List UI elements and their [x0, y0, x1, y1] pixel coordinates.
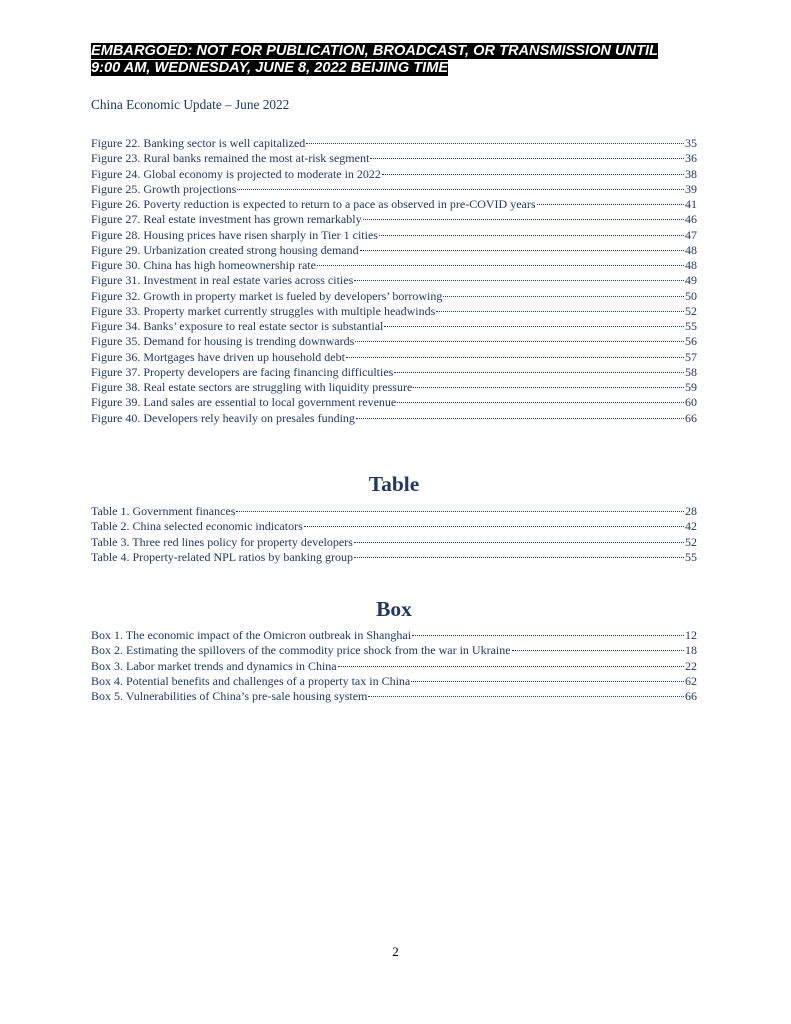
embargo-line-1: EMBARGOED: NOT FOR PUBLICATION, BROADCAST, OR TRANSMISSION UNTIL [91, 43, 658, 59]
dot-leader [368, 696, 684, 697]
toc-figure-entry-page: 48 [685, 242, 697, 257]
toc-box-entry-page: 62 [685, 673, 697, 688]
toc-figure-entry-title: Figure 37. Property developers are facing financing difficulties [91, 364, 394, 379]
toc-figure-entry-page: 46 [685, 212, 697, 227]
toc-figure-entry-page: 55 [685, 319, 697, 333]
list-of-boxes [91, 628, 697, 704]
toc-figure-entry[interactable] [91, 197, 697, 212]
toc-figure-entry-page: 49 [685, 273, 697, 288]
embargo-line-2: 9:00 AM, WEDNESDAY, JUNE 8, 2022 BEIJING TIME [91, 60, 449, 76]
toc-figure-entry-page: 57 [685, 349, 697, 364]
toc-table-entry[interactable] [91, 550, 697, 565]
dot-leader [382, 174, 684, 175]
toc-box-entry[interactable] [91, 628, 697, 643]
toc-figure-entry-title: Figure 31. Investment in real estate varies across cities [91, 273, 354, 288]
toc-table-entry[interactable] [91, 519, 697, 534]
dot-leader [537, 204, 684, 205]
toc-table-entry[interactable] [91, 535, 697, 550]
dot-leader [354, 280, 684, 281]
toc-table-entry-title: Table 3. Three red lines policy for property developers [91, 534, 353, 549]
toc-box-entry-page: 18 [685, 643, 697, 658]
toc-figure-entry-title: Figure 39. Land sales are essential to local government revenue [91, 395, 397, 410]
toc-box-entry[interactable] [91, 643, 697, 658]
toc-box-entry-title: Box 2. Estimating the spillovers of the commodity price shock from the war in Ukraine [91, 643, 511, 658]
toc-figure-entry-title: Figure 36. Mortgages have driven up household debt [91, 349, 345, 364]
toc-figure-entry[interactable] [91, 243, 697, 258]
list-of-figures [91, 136, 697, 426]
toc-figure-entry[interactable] [91, 319, 697, 334]
dot-leader [443, 296, 684, 297]
toc-box-entry-title: Box 3. Labor market trends and dynamics in China [91, 658, 337, 673]
toc-figure-entry[interactable] [91, 411, 697, 426]
dot-leader [354, 557, 684, 558]
dot-leader [370, 158, 684, 159]
list-of-tables [91, 504, 697, 565]
toc-figure-entry[interactable] [91, 151, 697, 166]
toc-figure-entry-title: Figure 27. Real estate investment has grown remarkably [91, 212, 362, 227]
toc-table-entry[interactable] [91, 504, 697, 519]
toc-figure-entry-page: 50 [685, 288, 697, 303]
toc-figure-entry-title: Figure 22. Banking sector is well capitalized [91, 136, 306, 150]
toc-figure-entry-page: 36 [685, 151, 697, 166]
toc-figure-entry[interactable] [91, 365, 697, 380]
toc-box-entry[interactable] [91, 689, 697, 704]
toc-figure-entry-page: 35 [685, 136, 697, 150]
toc-figure-entry-title: Figure 35. Demand for housing is trending downwards [91, 334, 355, 349]
toc-figure-entry-page: 52 [685, 303, 697, 318]
toc-figure-entry-title: Figure 32. Growth in property market is fueled by developers’ borrowing [91, 288, 443, 303]
toc-figure-entry[interactable] [91, 334, 697, 349]
toc-figure-entry-title: Figure 24. Global economy is projected to moderate in 2022 [91, 166, 381, 181]
embargo-notice [91, 43, 711, 77]
toc-table-entry-page: 42 [685, 519, 697, 534]
dot-leader [397, 402, 684, 403]
toc-figure-entry-page: 66 [685, 410, 697, 425]
toc-box-entry-page: 66 [685, 689, 697, 703]
toc-figure-entry[interactable] [91, 380, 697, 395]
running-header-title: China Economic Update – June 2022 [91, 97, 290, 112]
toc-figure-entry[interactable] [91, 258, 697, 273]
toc-figure-entry-title: Figure 40. Developers rely heavily on presales funding [91, 410, 355, 425]
toc-figure-entry-title: Figure 26. Poverty reduction is expected to return to a pace as observed in pre-COVID years [91, 197, 536, 211]
toc-box-entry-title: Box 1. The economic impact of the Omicron outbreak in Shanghai [91, 628, 412, 642]
dot-leader [356, 418, 684, 419]
dot-leader [384, 326, 684, 327]
toc-box-entry[interactable] [91, 674, 697, 689]
toc-figure-entry-page: 47 [685, 227, 697, 242]
toc-figure-entry[interactable] [91, 167, 697, 182]
dot-leader [379, 235, 684, 236]
toc-table-entry-title: Table 2. China selected economic indicators [91, 519, 303, 534]
toc-figure-entry-title: Figure 34. Banks’ exposure to real estate sector is substantial [91, 319, 384, 333]
toc-figure-entry-page: 48 [685, 258, 697, 272]
toc-figure-entry-page: 56 [685, 334, 697, 349]
toc-figure-entry[interactable] [91, 212, 697, 227]
toc-figure-entry-page: 59 [685, 380, 697, 394]
toc-table-entry-page: 52 [685, 534, 697, 549]
toc-figure-entry-title: Figure 29. Urbanization created strong housing demand [91, 242, 359, 257]
dot-leader [360, 250, 684, 251]
dot-leader [363, 219, 684, 220]
toc-box-entry-title: Box 4. Potential benefits and challenges of a property tax in China [91, 673, 411, 688]
dot-leader [412, 635, 684, 636]
dot-leader [413, 387, 684, 388]
dot-leader [236, 511, 684, 512]
toc-figure-entry-title: Figure 33. Property market currently struggles with multiple headwinds [91, 303, 436, 318]
toc-box-entry[interactable] [91, 659, 697, 674]
tables-section-heading: Table [368, 472, 420, 496]
toc-table-entry-title: Table 4. Property-related NPL ratios by banking group [91, 549, 353, 564]
toc-figure-entry[interactable] [91, 395, 697, 410]
dot-leader [306, 143, 684, 144]
toc-box-entry-title: Box 5. Vulnerabilities of China’s pre-sale housing system [91, 689, 368, 703]
toc-figure-entry-page: 38 [685, 166, 697, 181]
toc-table-entry-page: 55 [685, 549, 697, 564]
dot-leader [338, 666, 684, 667]
toc-figure-entry-page: 58 [685, 364, 697, 379]
toc-figure-entry-page: 41 [685, 197, 697, 211]
toc-table-entry-title: Table 1. Government finances [91, 504, 236, 518]
toc-figure-entry-page: 60 [685, 395, 697, 410]
dot-leader [354, 542, 684, 543]
dot-leader [436, 311, 684, 312]
dot-leader [512, 650, 684, 651]
toc-figure-entry[interactable] [91, 304, 697, 319]
toc-figure-entry[interactable] [91, 273, 697, 288]
toc-figure-entry[interactable] [91, 136, 697, 151]
dot-leader [411, 681, 684, 682]
dot-leader [304, 526, 684, 527]
toc-figure-entry[interactable] [91, 182, 697, 197]
toc-box-entry-page: 12 [685, 628, 697, 642]
toc-figure-entry[interactable] [91, 289, 697, 304]
toc-figure-entry-title: Figure 23. Rural banks remained the most at-risk segment [91, 151, 370, 166]
toc-figure-entry-title: Figure 30. China has high homeownership rate [91, 258, 316, 272]
boxes-section-heading: Box [376, 597, 412, 621]
toc-figure-entry-title: Figure 28. Housing prices have risen sharply in Tier 1 cities [91, 227, 378, 242]
dot-leader [317, 265, 684, 266]
toc-figure-entry[interactable] [91, 350, 697, 365]
toc-figure-entry-page: 39 [685, 181, 697, 196]
dot-leader [346, 357, 684, 358]
toc-figure-entry-title: Figure 25. Growth projections [91, 181, 237, 196]
dot-leader [394, 372, 684, 373]
page-number: 2 [392, 944, 399, 959]
toc-figure-entry-title: Figure 38. Real estate sectors are struggling with liquidity pressure [91, 380, 413, 394]
dot-leader [355, 341, 684, 342]
toc-figure-entry[interactable] [91, 228, 697, 243]
toc-box-entry-page: 22 [685, 658, 697, 673]
dot-leader [237, 189, 684, 190]
toc-table-entry-page: 28 [685, 504, 697, 518]
